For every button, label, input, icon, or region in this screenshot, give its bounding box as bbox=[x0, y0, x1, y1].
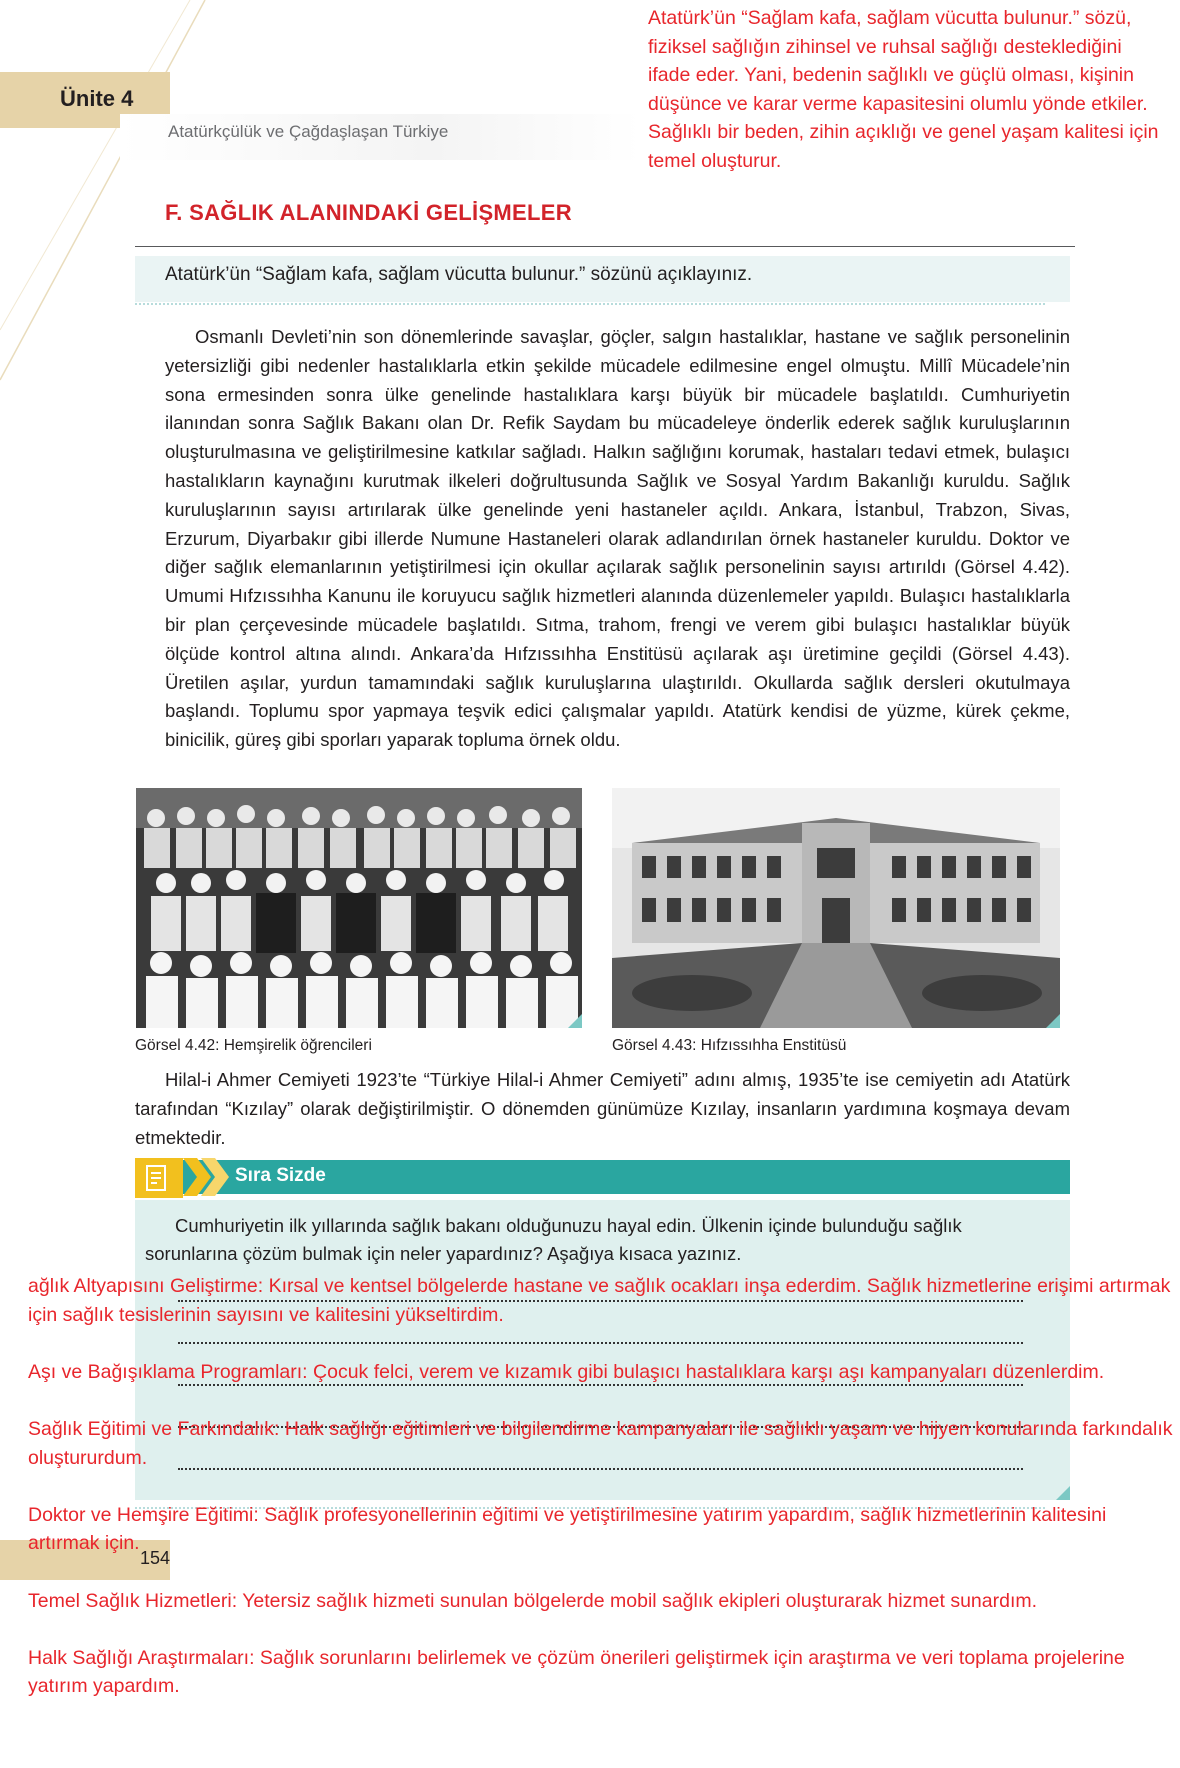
figure-caption-4-43: Görsel 4.43: Hıfzıssıhha Enstitüsü bbox=[612, 1037, 847, 1054]
photo-corner-accent bbox=[568, 1014, 582, 1028]
main-paragraph bbox=[165, 323, 1070, 755]
top-rule bbox=[135, 246, 1075, 247]
photo-corner-accent bbox=[1046, 1014, 1060, 1028]
question-text: Atatürk’ün “Sağlam kafa, sağlam vücutta bulunur.” sözünü açıklayınız. bbox=[165, 264, 753, 285]
overlay-top-answer: Atatürk’ün “Sağlam kafa, sağlam vücutta bulunur.” sözü, fiziksel sağlığın zihinsel ve ruhsal sağlığı desteklediğini ifade eder. Yani, bedenin sağlıklı ve güçlü olması, kişinin düşünce ve karar verme kapasitesini olumlu yönde etkiler. Sağlıklı bir beden, zihin açıklığı ve genel yaşam kalitesi için temel oluşturur. bbox=[648, 7, 1159, 172]
nursing-students-illustration bbox=[136, 788, 582, 1028]
answer-item: Aşı ve Bağışıklama Programları: Çocuk felci, verem ve kızamık gibi bulaşıcı hastalıklara karşı aşı kampanyaları düzenlerdim. bbox=[28, 1360, 1105, 1383]
hygiene-institute-photo bbox=[612, 788, 1060, 1028]
answer-item: Temel Sağlık Hizmetleri: Yetersiz sağlık hizmeti sunulan bölgelerde mobil sağlık ekipleri oluşturarak hizmet sunardım. bbox=[28, 1589, 1038, 1612]
page-number: 154 bbox=[140, 1548, 171, 1568]
handwritten-answers bbox=[28, 1272, 1178, 1730]
figure-caption-4-42: Görsel 4.42: Hemşirelik öğrencileri bbox=[135, 1037, 372, 1054]
main-paragraph-text: Osmanlı Devleti’nin son dönemlerinde savaşlar, göçler, salgın hastalıklar, hastane ve sağlık personelinin yetersizliği gibi nedenler hastalıklarla etkin şekilde mücadele edilmesine engel olmuştu. Millî Mücadele’nin sona ermesinden sonra ülke genelinde hastalıklara karşı büyük bir mücadele başlatıldı. Cumhuriyetin ilanından sonra Sağlık Bakanı olan Dr. Refik Saydam bu mücadeleye önderlik ederek sağlık kuruluşlarının oluşturulmasına ve geliştirilmesine katkılar sağladı. Halkın sağlığını korumak, hastaları tedavi etmek, bulaşıcı hastalıkların kaynağını kurutmak ilkeleri doğrultusunda Sağlık ve Sosyal Yardım Bakanlığı kuruldu. Sağlık kuruluşlarının sayısı artırılarak ülke genelinde yeni hastaneler açıldı. Ankara, İstanbul, Trabzon, Sivas, Erzurum, Diyarbakır gibi illerde Numune Hastaneleri olarak adlandırılan örnek hastaneler kuruldu. Doktor ve diğer sağlık elemanlarının yetiştirilmesi için okullar açılarak sağlık personelinin sayısı artırıldı (Görsel 4.42). Umumi Hıfzıssıhha Kanunu ile koruyucu sağlık hizmetleri alanında düzenlemeler yapıldı. Bulaşıcı hastalıklarla bir plan çerçevesinde mücadele başlatıldı. Sıtma, trahom, frengi ve verem gibi bulaşıcı hastalıklar büyük ölçüde kontrol altına alındı. Ankara’da Hıfzıssıhha Enstitüsü açılarak aşı üretimine geçildi (Görsel 4.43). Üretilen aşılar, yurdun tamamındaki sağlık kuruluşlarına ulaştırıldı. Okullarda sağlık dersleri okutulmaya başlandı. Toplumu spor yapmaya teşvik edici çalışmalar yapıldı. Atatürk kendisi de yüzme, kürek çekme, binicilik, güreş gibi sporları yaparak topluma örnek oldu. bbox=[165, 326, 1070, 751]
nursing-students-photo bbox=[136, 788, 582, 1028]
sira-sizde-title: Sıra Sizde bbox=[235, 1165, 326, 1186]
answer-item: Doktor ve Hemşire Eğitimi: Sağlık profesyonellerinin eğitimi ve yetiştirilmesine yatırım yapardım, sağlık hizmetlerinin kalitesini artırmak için. bbox=[28, 1503, 1107, 1555]
question-divider bbox=[135, 303, 1045, 305]
sira-sizde-prompt: Cumhuriyetin ilk yıllarında sağlık bakanı olduğunuzu hayal edin. Ülkenin içinde bulunduğu sağlık sorunlarına çözüm bulmak için neler yapardınız? Aşağıya kısaca yazınız. bbox=[145, 1215, 962, 1264]
section-title: F. SAĞLIK ALANINDAKİ GELİŞMELER bbox=[165, 200, 572, 225]
pencil-note-icon bbox=[135, 1158, 183, 1198]
hygiene-institute-illustration bbox=[612, 788, 1060, 1028]
chevron-arrows-icon bbox=[183, 1158, 233, 1196]
unit-label: Ünite 4 bbox=[60, 86, 134, 111]
answer-item: Halk Sağlığı Araştırmaları: Sağlık sorunlarını belirlemek ve çözüm önerileri geliştirmek için araştırma ve veri toplama projelerine yatırım yapardım. bbox=[28, 1646, 1125, 1698]
answer-item: Sağlık Eğitimi ve Farkındalık: Halk sağlığı eğitimleri ve bilgilendirme kampanyaları ile sağlıklı yaşam ve hijyen konularında farkındalık oluştururdum. bbox=[28, 1417, 1173, 1469]
answer-item: ağlık Altyapısını Geliştirme: Kırsal ve kentsel bölgelerde hastane ve sağlık ocakları inşa ederdim. Sağlık hizmetlerine erişimi artırmak için sağlık tesislerinin sayısını ve kalitesini yükseltirdim. bbox=[28, 1275, 1171, 1326]
unit-subtitle: Atatürkçülük ve Çağdaşlaşan Türkiye bbox=[168, 122, 449, 141]
kizilay-paragraph: Hilal-i Ahmer Cemiyeti 1923’te “Türkiye Hilal-i Ahmer Cemiyeti” adını almış, 1935’te ise cemiyetin adı Atatürk tarafından “Kızılay” olarak değiştirilmiştir. O dönemden günümüze Kızılay, insanların yardımına koşmaya devam etmektedir. bbox=[135, 1069, 1070, 1148]
